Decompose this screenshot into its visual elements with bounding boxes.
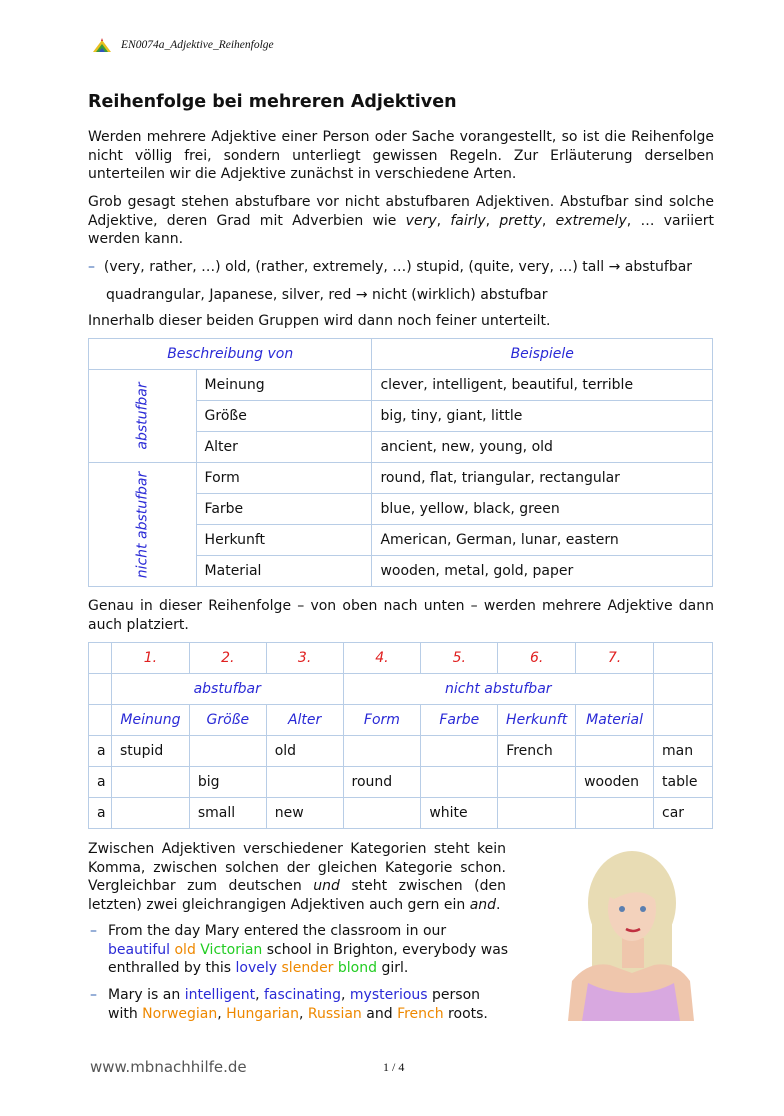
examples-cell: American, German, lunar, eastern	[372, 525, 713, 556]
position-number: 3.	[266, 643, 343, 674]
categories-table	[88, 338, 713, 587]
position-number: 1.	[111, 643, 189, 674]
category-header: Meinung	[111, 705, 189, 736]
examples-cell: big, tiny, giant, little	[372, 401, 713, 432]
order-sentence: Genau in dieser Reihenfolge – von oben nach unten – werden mehrere Adjektive dann auch platziert.	[88, 598, 714, 633]
group-abstufbar: abstufbar	[89, 370, 197, 463]
example-line-nicht-abstufbar: quadrangular, Japanese, silver, red → nicht (wirklich) abstufbar	[106, 287, 548, 303]
examples-cell: blue, yellow, black, green	[372, 494, 713, 525]
position-number: 7.	[576, 643, 654, 674]
category-header: Herkunft	[498, 705, 576, 736]
category-cell: Größe	[196, 401, 372, 432]
category-cell: Form	[196, 463, 372, 494]
category-header: Form	[343, 705, 421, 736]
doc-id: EN0074a_Adjektive_Reihenfolge	[121, 39, 274, 51]
table-row: a stupid old French man	[89, 736, 713, 767]
category-header: Größe	[189, 705, 266, 736]
examples-cell: round, flat, triangular, rectangular	[372, 463, 713, 494]
example-mary-1: – From the day Mary entered the classroom in our beautiful old Victorian school in Brighton, everybody was enthralled by this lovely slender blond girl.	[90, 923, 509, 976]
category-cell: Alter	[196, 432, 372, 463]
category-header: Farbe	[421, 705, 498, 736]
table-row: a small new white car	[89, 798, 713, 829]
header-beispiele: Beispiele	[372, 339, 713, 370]
position-number: 5.	[421, 643, 498, 674]
category-cell: Farbe	[196, 494, 372, 525]
example-line-abstufbar: – (very, rather, …) old, (rather, extremely, …) stupid, (quite, very, …) tall → abstufbar	[88, 259, 693, 275]
girl-portrait-illustration	[548, 843, 712, 1021]
page-title: Reihenfolge bei mehreren Adjektiven	[88, 92, 457, 112]
table-row: a big round wooden table	[89, 767, 713, 798]
group-abstufbar-header: abstufbar	[111, 674, 343, 705]
category-cell: Meinung	[196, 370, 372, 401]
example-mary-2: – Mary is an intelligent, fascinating, mysterious person with Norwegian, Hungarian, Russian and French roots.	[90, 987, 488, 1022]
subdivision-sentence: Innerhalb dieser beiden Gruppen wird dann noch feiner unterteilt.	[88, 313, 551, 329]
comma-paragraph: Zwischen Adjektiven verschiedener Kategorien steht kein Komma, zwischen solchen der gleichen Kategorie schon. Vergleichbar zum deutschen und steht zwischen (den letzten) zwei gleichrangigen Adjektiven auch gern ein and.	[88, 841, 507, 913]
category-header: Alter	[266, 705, 343, 736]
document-header	[92, 36, 274, 54]
header-beschreibung: Beschreibung von	[89, 339, 372, 370]
category-header: Material	[576, 705, 654, 736]
group-nicht-abstufbar: nicht abstufbar	[89, 463, 197, 587]
examples-cell: wooden, metal, gold, paper	[372, 556, 713, 587]
intro-paragraph: Werden mehrere Adjektive einer Person oder Sache vorangestellt, so ist die Reihenfolge nicht völlig frei, sondern unterliegt gewissen Regeln. Zur Erläuterung derselben unterteilen wir die Adjektive zunächst in verschiedene Arten.	[88, 129, 714, 182]
footer-url: www.mbnachhilfe.de	[90, 1058, 247, 1076]
order-table	[88, 642, 713, 829]
logo-icon	[92, 38, 112, 53]
position-number: 4.	[343, 643, 421, 674]
category-cell: Material	[196, 556, 372, 587]
examples-cell: ancient, new, young, old	[372, 432, 713, 463]
page-number: 1 / 4	[383, 1060, 405, 1074]
position-number: 2.	[189, 643, 266, 674]
category-cell: Herkunft	[196, 525, 372, 556]
group-nicht-abstufbar-header: nicht abstufbar	[343, 674, 654, 705]
examples-cell: clever, intelligent, beautiful, terrible	[372, 370, 713, 401]
abstufbar-paragraph: Grob gesagt stehen abstufbare vor nicht abstufbaren Adjektiven. Abstufbar sind solche Adjektive, deren Grad mit Adverbien wie very, fairly, pretty, extremely, … variiert werden kann.	[88, 194, 714, 247]
position-number: 6.	[498, 643, 576, 674]
